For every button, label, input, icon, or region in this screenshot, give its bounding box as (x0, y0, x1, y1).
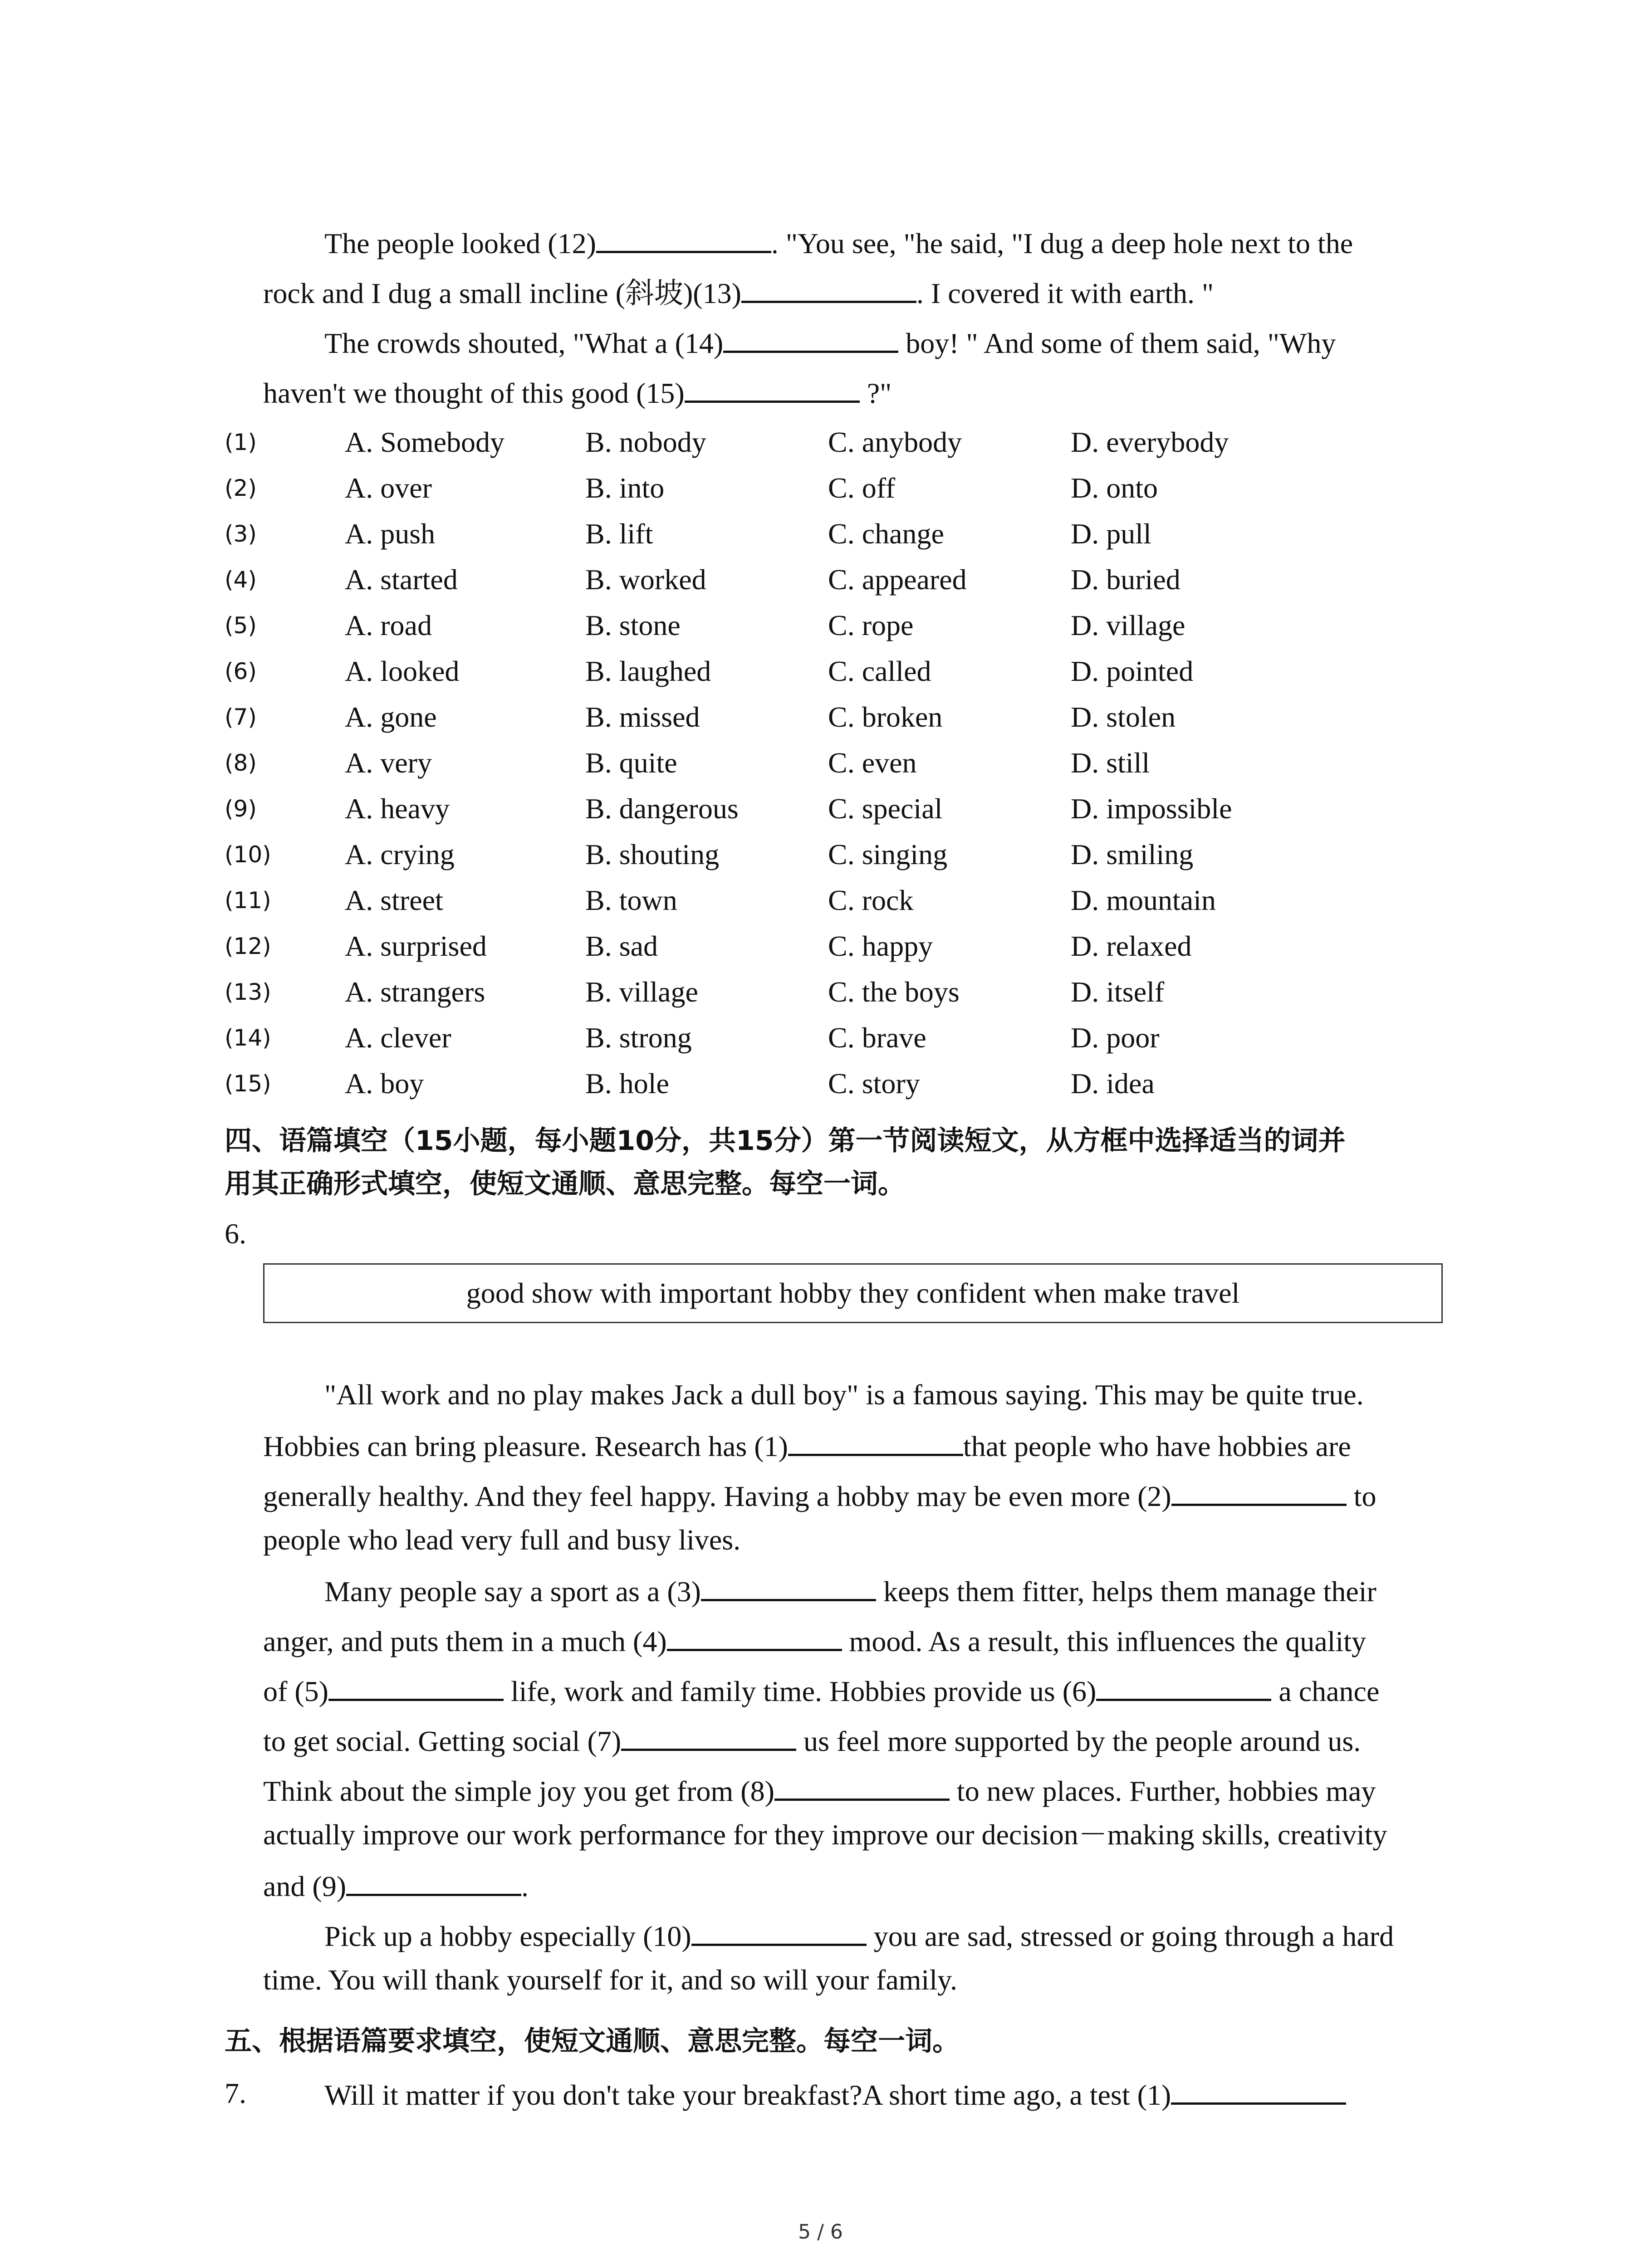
option-choice[interactable]: C. the boys (828, 976, 960, 1008)
option-choice[interactable]: C. brave (828, 1022, 926, 1054)
text: boy! " And some of them said, "Why (898, 327, 1336, 359)
text: keeps them fitter, helps them manage their (876, 1575, 1376, 1608)
option-choice[interactable]: D. itself (1071, 976, 1165, 1008)
option-choice[interactable]: B. into (585, 472, 665, 504)
text: Hobbies can bring pleasure. Research has (1) (263, 1430, 788, 1462)
option-choice[interactable]: B. shouting (585, 838, 720, 870)
option-choice[interactable]: C. called (828, 655, 931, 687)
text: Pick up a hobby especially (10) (324, 1920, 691, 1952)
option-choice[interactable]: B. town (585, 884, 677, 916)
option-choice[interactable]: B. dangerous (585, 792, 739, 825)
option-choice[interactable]: D. village (1071, 609, 1185, 641)
option-choice[interactable]: D. poor (1071, 1022, 1160, 1054)
text: actually improve our work performance for they improve our decision－making skills, creativity (263, 1818, 1387, 1851)
answer-blank[interactable] (685, 373, 860, 403)
option-choice[interactable]: D. buried (1071, 563, 1181, 596)
text: life, work and family time. Hobbies provide us (6) (503, 1675, 1097, 1707)
option-number: (1) (225, 429, 257, 455)
answer-blank[interactable] (1096, 1672, 1271, 1701)
passage-line (263, 373, 892, 411)
text: of (5) (263, 1675, 328, 1707)
option-choice[interactable]: A. started (345, 563, 458, 596)
option-number: (3) (225, 521, 257, 547)
option-choice[interactable]: C. anybody (828, 426, 962, 458)
option-choice[interactable]: B. worked (585, 563, 706, 596)
passage-line (263, 1622, 1366, 1660)
option-number: (6) (225, 658, 257, 684)
option-choice[interactable]: A. surprised (345, 930, 487, 962)
option-choice[interactable]: C. rock (828, 884, 914, 916)
section-heading: 用其正确形式填空，使短文通顺、意思完整。每空一词。 (225, 1168, 905, 1200)
option-choice[interactable]: B. lift (585, 518, 653, 550)
option-choice[interactable]: D. mountain (1071, 884, 1216, 916)
option-number: (2) (225, 475, 257, 501)
text: generally healthy. And they feel happy. Having a hobby may be even more (2) (263, 1480, 1171, 1512)
option-choice[interactable]: C. story (828, 1067, 920, 1100)
option-choice[interactable]: B. stone (585, 609, 681, 641)
option-choice[interactable]: B. village (585, 976, 698, 1008)
answer-blank[interactable] (741, 274, 916, 303)
option-choice[interactable]: B. nobody (585, 426, 706, 458)
option-choice[interactable]: C. change (828, 518, 944, 550)
option-choice[interactable]: C. happy (828, 930, 933, 962)
passage-line (263, 1672, 1379, 1710)
option-choice[interactable]: A. over (345, 472, 432, 504)
question-number: 6. (225, 1217, 246, 1250)
option-number: (8) (225, 750, 257, 776)
text: mood. As a result, this influences the quality (842, 1625, 1366, 1657)
option-choice[interactable]: B. sad (585, 930, 658, 962)
option-choice[interactable]: A. Somebody (345, 426, 505, 458)
option-choice[interactable]: B. quite (585, 747, 677, 779)
text: "All work and no play makes Jack a dull boy" is a famous saying. This may be quite true. (324, 1378, 1364, 1411)
option-number: (7) (225, 704, 257, 730)
passage-line (324, 323, 1336, 362)
answer-blank[interactable] (788, 1427, 963, 1456)
option-number: (9) (225, 796, 257, 822)
option-choice[interactable]: A. very (345, 747, 432, 779)
passage-line (324, 1916, 1394, 1955)
text: a chance (1271, 1675, 1380, 1707)
option-choice[interactable]: C. singing (828, 838, 948, 870)
option-number: (14) (225, 1025, 271, 1051)
option-choice[interactable]: A. gone (345, 701, 437, 733)
answer-blank[interactable] (701, 1572, 876, 1601)
text: Think about the simple joy you get from (8) (263, 1775, 774, 1807)
text: . (521, 1870, 529, 1902)
answer-blank[interactable] (346, 1867, 521, 1896)
text: people who lead very full and busy lives. (263, 1524, 741, 1556)
option-number: (10) (225, 841, 271, 868)
text: haven't we thought of this good (15) (263, 377, 685, 409)
text: The crowds shouted, "What a (14) (324, 327, 724, 359)
text: that people who have hobbies are (963, 1430, 1351, 1462)
text: you are sad, stressed or going through a hard (866, 1920, 1394, 1952)
option-choice[interactable]: D. stolen (1071, 701, 1176, 733)
answer-blank[interactable] (596, 224, 771, 253)
option-choice[interactable]: C. special (828, 792, 943, 825)
passage-line (324, 2075, 1346, 2113)
text: and (9) (263, 1870, 347, 1902)
option-choice[interactable]: D. idea (1071, 1067, 1155, 1100)
passage-line (324, 224, 1353, 262)
option-choice[interactable]: A. looked (345, 655, 460, 687)
answer-blank[interactable] (691, 1916, 867, 1946)
option-choice[interactable]: D. pointed (1071, 655, 1194, 687)
text: rock and I dug a small incline (斜坡)(13) (263, 277, 741, 309)
answer-blank[interactable] (723, 323, 898, 353)
passage-line (263, 1817, 1387, 1853)
text: . "You see, "he said, "I dug a deep hole next to the (771, 227, 1353, 259)
option-choice[interactable]: A. street (345, 884, 443, 916)
option-choice[interactable]: C. off (828, 472, 896, 504)
text: us feel more supported by the people around us. (796, 1725, 1361, 1757)
option-choice[interactable]: A. road (345, 609, 432, 641)
option-choice[interactable]: A. strangers (345, 976, 485, 1008)
option-choice[interactable]: B. laughed (585, 655, 711, 687)
passage-line (263, 274, 1214, 312)
answer-blank[interactable] (328, 1672, 504, 1701)
option-choice[interactable]: B. hole (585, 1067, 669, 1100)
option-choice[interactable]: D. onto (1071, 472, 1158, 504)
option-choice[interactable]: B. strong (585, 1022, 692, 1054)
option-choice[interactable]: D. smiling (1071, 838, 1194, 870)
page-number: 5 / 6 (798, 2220, 843, 2244)
option-choice[interactable]: A. crying (345, 838, 455, 870)
text: Many people say a sport as a (3) (324, 1575, 701, 1608)
passage-line (324, 1377, 1364, 1413)
text: ?" (859, 377, 892, 409)
option-choice[interactable]: D. everybody (1071, 426, 1229, 458)
option-choice[interactable]: C. broken (828, 701, 943, 733)
option-number: (11) (225, 887, 271, 914)
option-choice[interactable]: A. clever (345, 1022, 451, 1054)
option-choice[interactable]: A. push (345, 518, 436, 550)
answer-blank[interactable] (1171, 1476, 1347, 1506)
option-choice[interactable]: C. even (828, 747, 917, 779)
passage-line (263, 1721, 1361, 1760)
section-heading: 五、根据语篇要求填空，使短文通顺、意思完整。每空一词。 (225, 2025, 960, 2057)
option-choice[interactable]: D. still (1071, 747, 1150, 779)
text: to new places. Further, hobbies may (949, 1775, 1376, 1807)
passage-line (263, 1476, 1376, 1515)
answer-blank[interactable] (621, 1721, 796, 1751)
option-choice[interactable]: C. rope (828, 609, 914, 641)
option-number: (12) (225, 933, 271, 959)
passage-line (324, 1572, 1376, 1610)
section-heading: 四、语篇填空（15小题，每小题10分，共15分）第一节阅读短文，从方框中选择适当的词并 (225, 1125, 1346, 1157)
word-box (263, 1263, 1443, 1323)
option-choice[interactable]: C. appeared (828, 563, 967, 596)
option-choice[interactable]: B. missed (585, 701, 700, 733)
word-box-text: good show with important hobby they confident when make travel (466, 1277, 1240, 1309)
passage-line (263, 1962, 957, 1998)
option-choice[interactable]: A. heavy (345, 792, 450, 825)
text: . I covered it with earth. " (916, 277, 1214, 309)
option-number: (4) (225, 567, 257, 593)
passage-line (263, 1771, 1376, 1809)
text: anger, and puts them in a much (4) (263, 1625, 667, 1657)
text: to (1346, 1480, 1376, 1512)
text: to get social. Getting social (7) (263, 1725, 622, 1757)
option-choice[interactable]: D. pull (1071, 518, 1151, 550)
option-choice[interactable]: A. boy (345, 1067, 424, 1100)
option-choice[interactable]: D. impossible (1071, 792, 1232, 825)
answer-blank[interactable] (774, 1771, 950, 1801)
option-number: (15) (225, 1070, 271, 1097)
text: Will it matter if you don't take your breakfast?A short time ago, a test (1) (324, 2079, 1171, 2111)
passage-line (263, 1522, 740, 1558)
passage-line (263, 1867, 529, 1905)
question-number: 7. (225, 2077, 246, 2109)
passage-line (263, 1427, 1351, 1465)
text: The people looked (12) (324, 227, 596, 259)
option-number: (13) (225, 979, 271, 1005)
option-choice[interactable]: D. relaxed (1071, 930, 1192, 962)
answer-blank[interactable] (1171, 2075, 1346, 2105)
option-number: (5) (225, 612, 257, 639)
text: time. You will thank yourself for it, and so will your family. (263, 1964, 957, 1996)
answer-blank[interactable] (667, 1622, 842, 1651)
